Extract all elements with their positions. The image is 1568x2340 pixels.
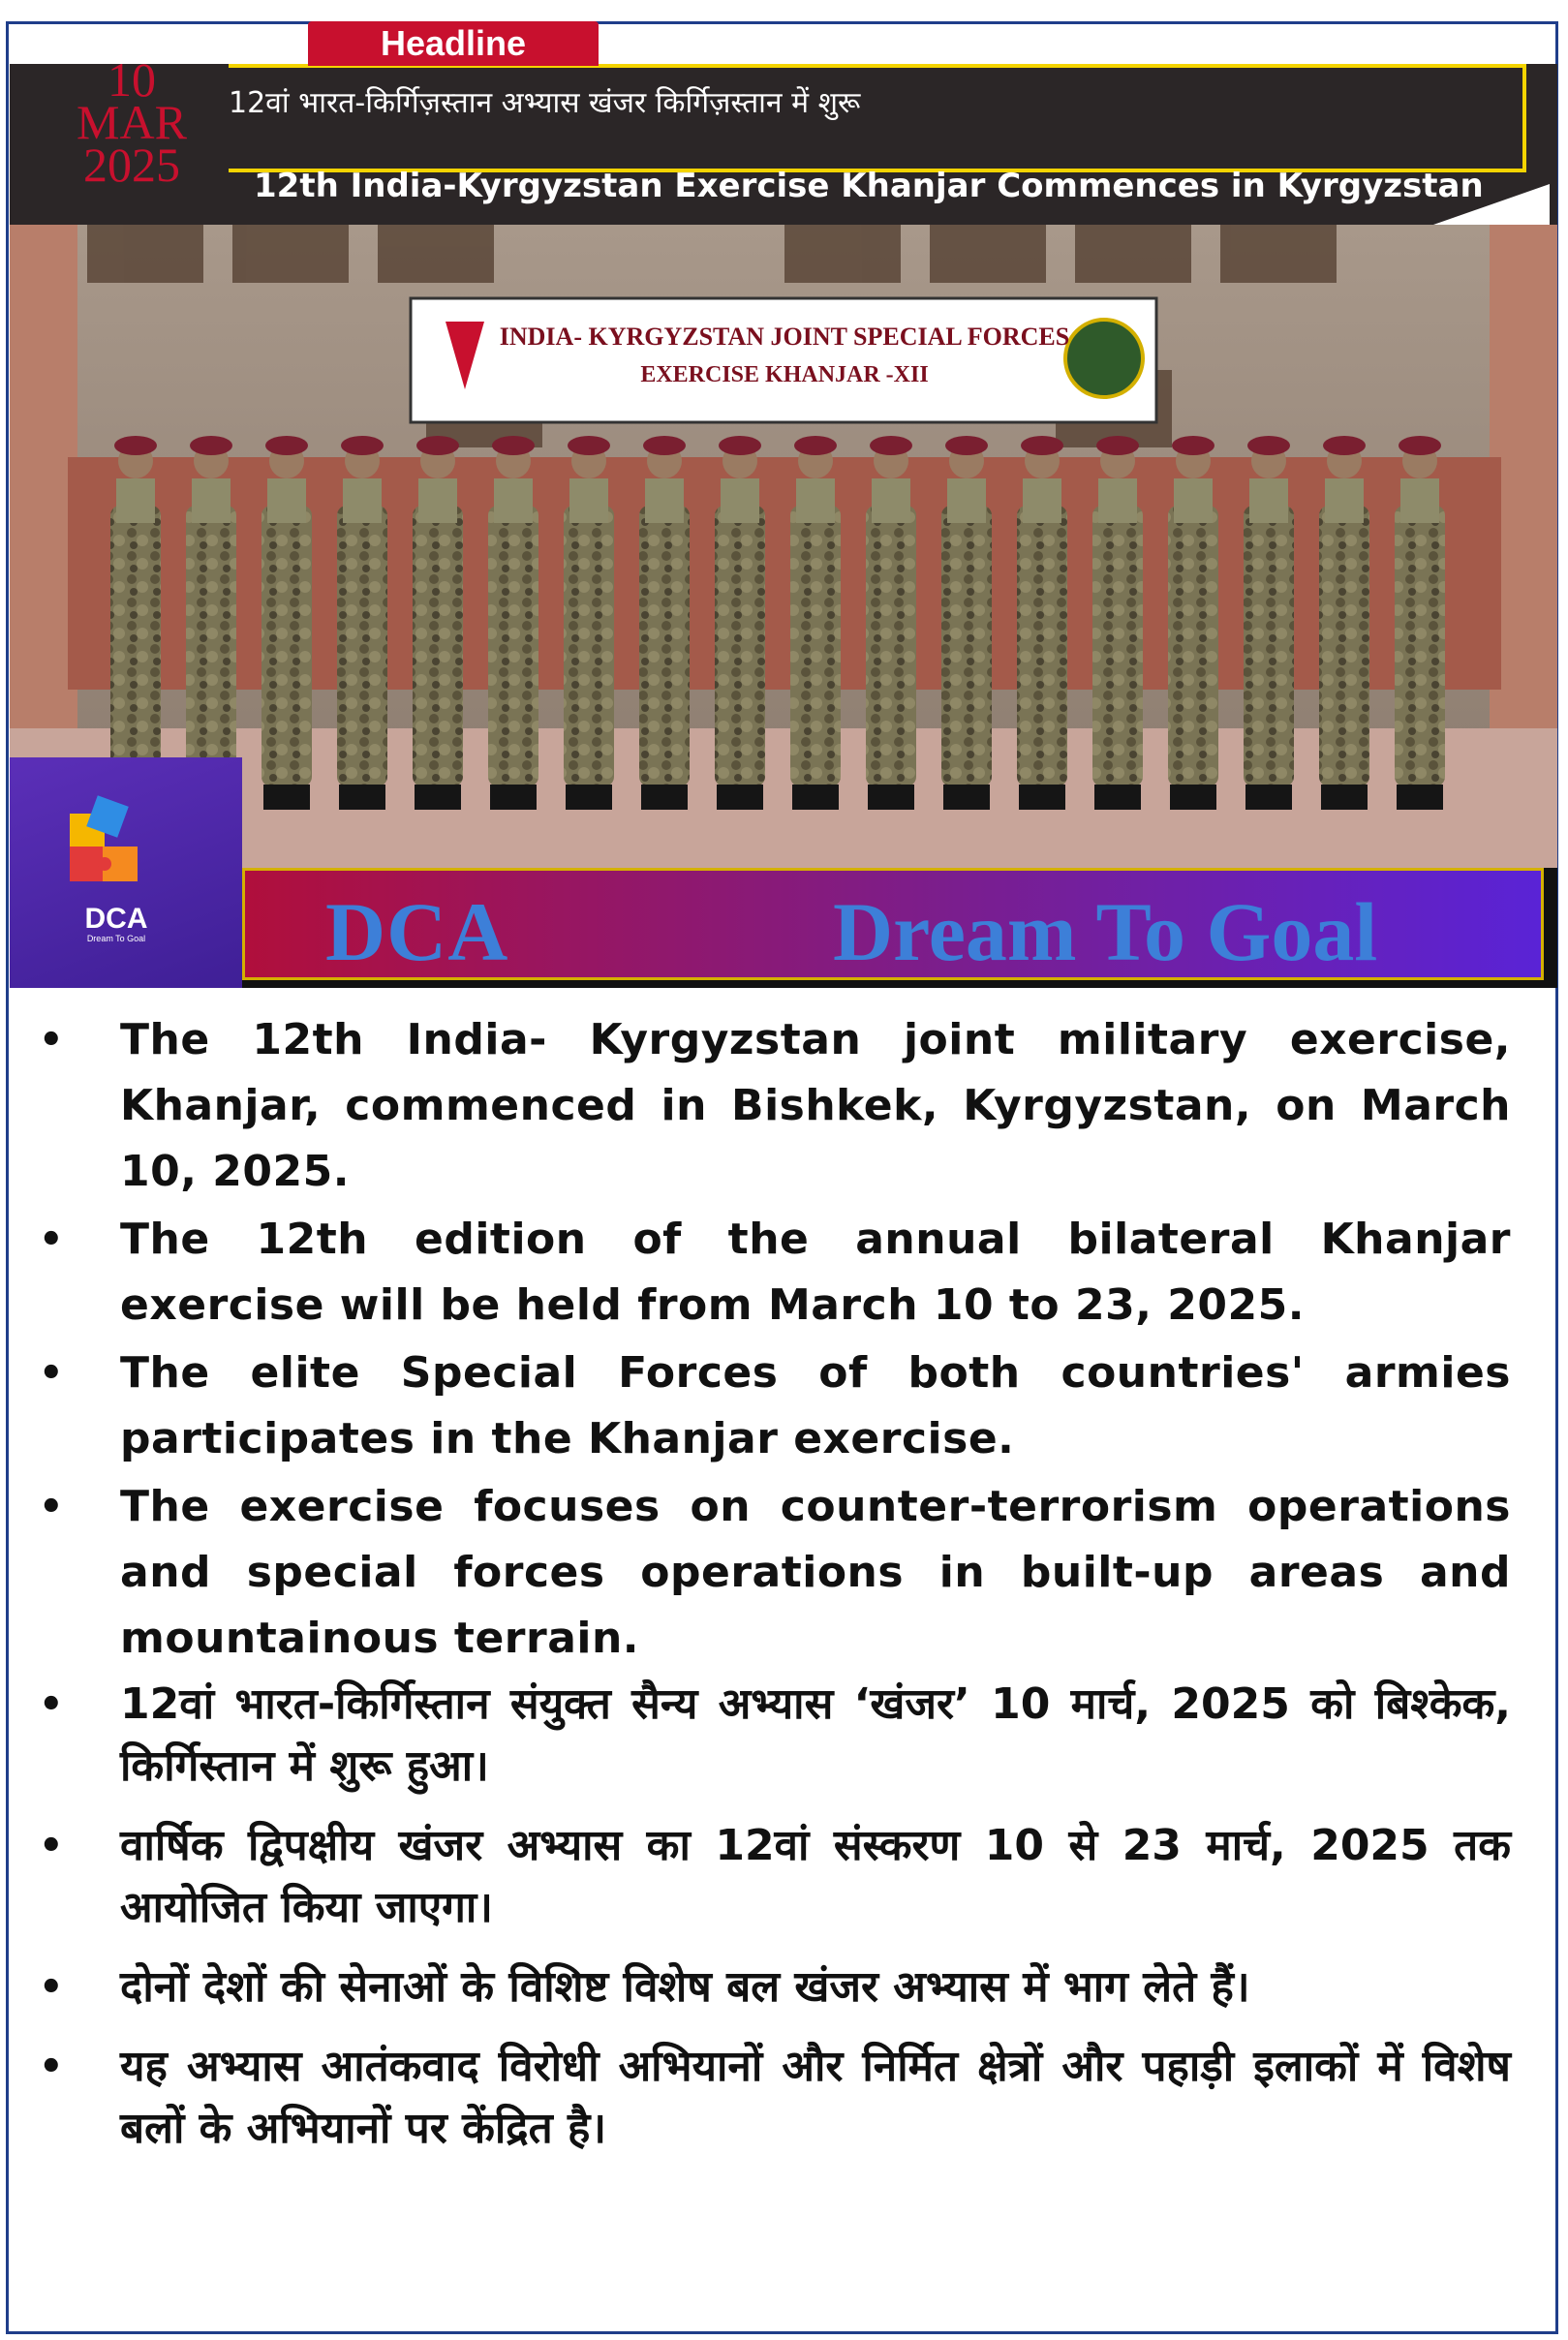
headline-tab: Headline xyxy=(308,21,599,66)
date-block xyxy=(35,52,229,192)
date-year: 2025 xyxy=(83,138,180,192)
list-item: • यह अभ्यास आतंकवाद विरोधी अभियानों और निर्मित क्षेत्रों और पहाड़ी इलाकों में विशेष बलों के अभियानों पर केंद्रित है। xyxy=(39,2042,1511,2153)
soldier-figure xyxy=(413,436,463,810)
headline-corner-cut xyxy=(1433,184,1550,225)
headline-english: 12th India-Kyrgyzstan Exercise Khanjar Commences in Kyrgyzstan xyxy=(254,167,1484,205)
banner-dca-text: DCA xyxy=(325,885,509,978)
list-item: • The 12th India- Kyrgyzstan joint military exercise, Khanjar, commenced in Bishkek, Kyrgyzstan, on March 10, 2025. xyxy=(39,1015,1511,1196)
soldier-figure xyxy=(1244,436,1294,810)
soldier-figure xyxy=(488,436,538,810)
soldier-figure xyxy=(564,436,614,810)
sign-line1: INDIA- KYRGYZSTAN JOINT SPECIAL FORCES xyxy=(499,323,1070,351)
soldier-figure xyxy=(866,436,916,810)
exercise-sign xyxy=(411,298,1156,422)
list-item: • The exercise focuses on counter-terrorism operations and special forces operations in built-up areas and mountainous terrain. xyxy=(39,1482,1511,1663)
logo-subtext: Dream To Goal xyxy=(86,934,146,943)
dca-logo xyxy=(10,757,242,988)
banner-tagline: Dream To Goal xyxy=(833,885,1378,978)
headline-hindi: 12वां भारत-किर्गिज़स्तान अभ्यास खंजर किर्गिज़स्तान में शुरू xyxy=(229,86,861,120)
list-item: • The elite Special Forces of both countries' armies participates in the Khanjar exercise. xyxy=(39,1348,1511,1463)
soldier-figure xyxy=(1168,436,1218,810)
bullet-list xyxy=(39,1007,1511,2177)
date-day: 10 xyxy=(108,52,156,107)
sign-line2: EXERCISE KHANJAR -XII xyxy=(640,362,929,387)
soldier-figure xyxy=(790,436,841,810)
list-item: • 12वां भारत-किर्गिस्तान संयुक्त सैन्य अभ्यास ‘खंजर’ 10 मार्च, 2025 को बिश्केक, किर्गिस्तान में शुरू हुआ। xyxy=(39,1679,1511,1791)
soldier-figure xyxy=(715,436,765,810)
soldier-figure xyxy=(261,436,312,810)
list-item: • दोनों देशों की सेनाओं के विशिष्ट विशेष बल खंजर अभ्यास में भाग लेते हैं। xyxy=(39,1962,1250,2012)
soldier-figure xyxy=(337,436,387,810)
soldier-figure xyxy=(110,436,161,810)
list-item: • The 12th edition of the annual bilateral Khanjar exercise will be held from March 10 to 23, 2025. xyxy=(39,1215,1511,1330)
soldier-figure xyxy=(1092,436,1143,810)
soldier-figure xyxy=(1395,436,1445,810)
soldier-figure xyxy=(186,436,236,810)
date-month: MAR xyxy=(77,95,187,149)
soldier-figure xyxy=(639,436,690,810)
soldier-figure xyxy=(941,436,992,810)
soldier-figure xyxy=(1319,436,1369,810)
kyrgyz-emblem xyxy=(1065,320,1143,397)
logo-text: DCA xyxy=(84,903,148,935)
soldier-figure xyxy=(1017,436,1067,810)
list-item: • वार्षिक द्विपक्षीय खंजर अभ्यास का 12वां संस्करण 10 से 23 मार्च, 2025 तक आयोजित किया जाएगा। xyxy=(39,1821,1511,1932)
puzzle-icon xyxy=(10,757,145,903)
